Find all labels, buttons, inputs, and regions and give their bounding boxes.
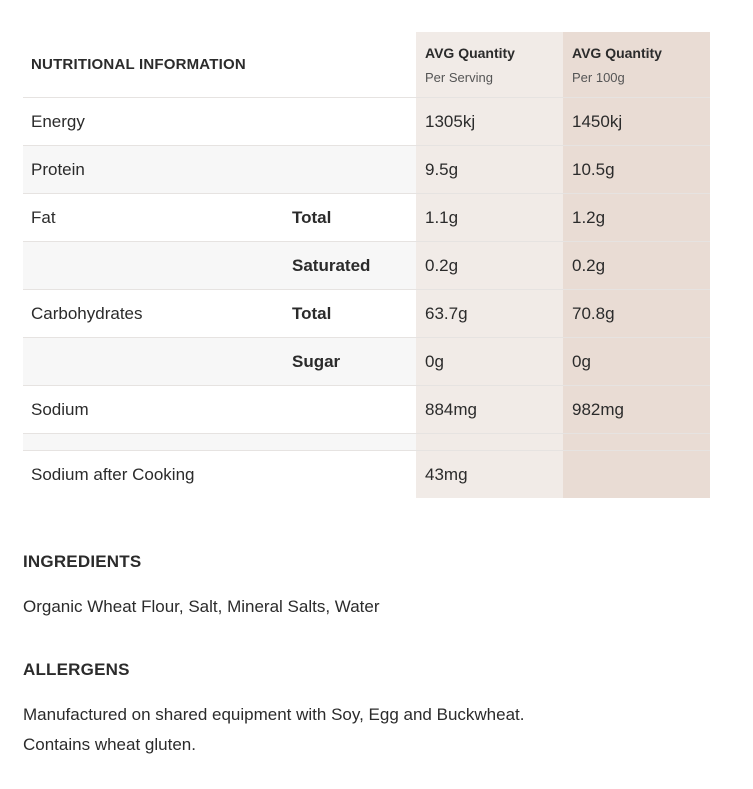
nutrient-sub (283, 98, 416, 145)
spacer-cell (416, 434, 563, 450)
header-serving-top: AVG Quantity (425, 44, 515, 61)
value-per-100g: 10.5g (563, 146, 710, 193)
nutrient-name: Energy (31, 111, 85, 131)
nutrient-sub (283, 451, 416, 498)
nutrition-title: NUTRITIONAL INFORMATION (31, 56, 246, 73)
header-100g-sub: Per 100g (572, 69, 625, 85)
ingredients-heading: INGREDIENTS (23, 552, 142, 571)
table-row (23, 98, 710, 146)
value-per-serving: 1.1g (416, 194, 563, 241)
nutrient-sub: Total (292, 207, 332, 227)
nutrient-name: Protein (23, 146, 283, 193)
value-per-serving: 1305kj (416, 98, 563, 145)
table-row (23, 386, 710, 434)
nutrient-name: Sodium (31, 399, 89, 419)
table-spacer-row (23, 434, 710, 451)
header-serving-sub: Per Serving (425, 69, 493, 85)
nutrition-table (23, 32, 710, 498)
nutrient-sub: Sugar (283, 338, 416, 385)
value-per-serving: 43mg (416, 451, 563, 498)
ingredients-text: Organic Wheat Flour, Salt, Mineral Salts, Water (23, 597, 380, 616)
value-per-serving: 884mg (416, 386, 563, 433)
nutrient-name: Sodium after Cooking (31, 464, 195, 484)
value-per-100g: 982mg (563, 386, 710, 433)
allergens-line-1: Manufactured on shared equipment with Soy, Egg and Buckwheat. (23, 705, 525, 724)
spacer-cell (283, 434, 416, 450)
nutrient-sub: Total (292, 303, 332, 323)
nutrient-name (23, 242, 283, 289)
nutrient-sub (283, 146, 416, 193)
value-per-serving: 63.7g (416, 290, 563, 337)
nutrition-title-cell (23, 32, 283, 97)
table-row (23, 146, 710, 194)
allergens-heading: ALLERGENS (23, 660, 130, 679)
value-per-serving: 9.5g (416, 146, 563, 193)
allergens-line-2: Contains wheat gluten. (23, 735, 196, 754)
nutrient-sub: Saturated (283, 242, 416, 289)
value-per-100g: 70.8g (563, 290, 710, 337)
value-per-100g: 0.2g (563, 242, 710, 289)
nutrient-name: Fat (31, 207, 56, 227)
nutrient-name (23, 338, 283, 385)
table-row (23, 242, 710, 290)
header-100g-cell (563, 32, 710, 97)
value-per-serving: 0g (416, 338, 563, 385)
spacer-cell (563, 434, 710, 450)
spacer-cell (23, 434, 283, 450)
header-empty-cell (283, 32, 416, 97)
table-row (23, 194, 710, 242)
table-row (23, 338, 710, 386)
value-per-100g (563, 451, 710, 498)
table-row (23, 290, 710, 338)
table-row (23, 451, 710, 498)
nutrition-header-row (23, 32, 710, 98)
nutrient-name: Carbohydrates (31, 303, 143, 323)
header-serving-cell (416, 32, 563, 97)
nutrient-sub (283, 386, 416, 433)
value-per-serving: 0.2g (416, 242, 563, 289)
value-per-100g: 1.2g (563, 194, 710, 241)
value-per-100g: 1450kj (563, 98, 710, 145)
header-100g-top: AVG Quantity (572, 44, 662, 61)
value-per-100g: 0g (563, 338, 710, 385)
